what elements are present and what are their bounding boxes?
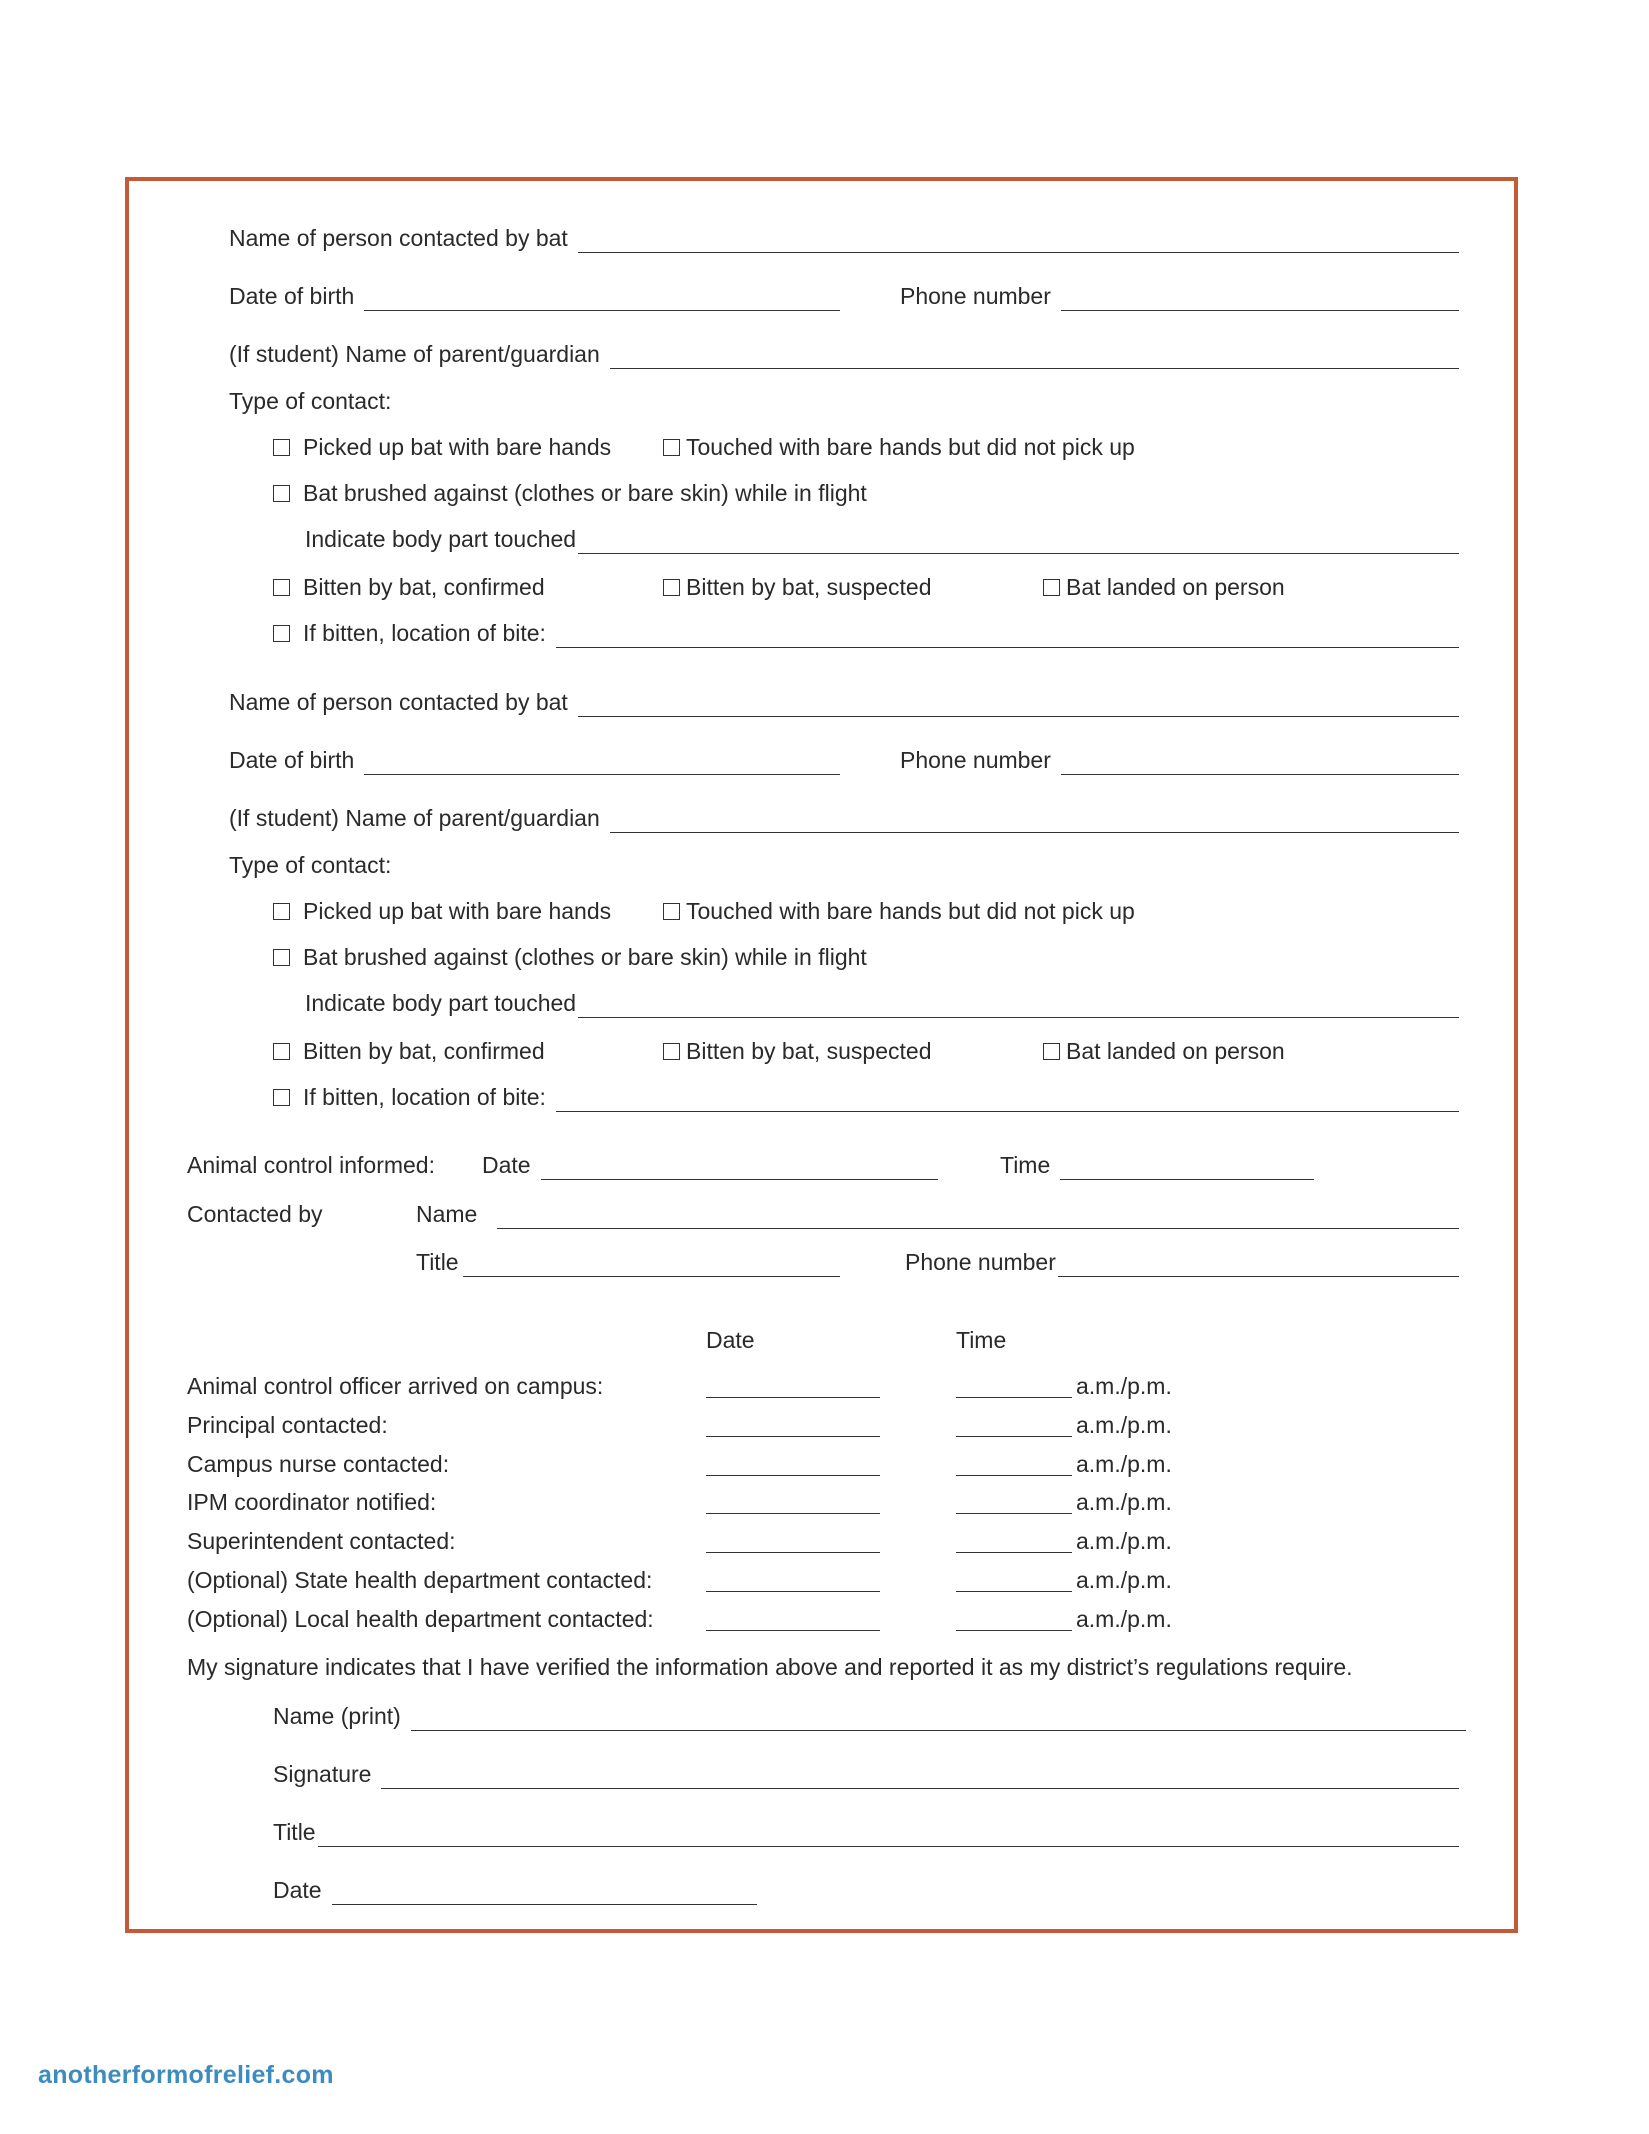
- notification-time-field[interactable]: [956, 1436, 1072, 1437]
- name-print-field[interactable]: [411, 1708, 1466, 1731]
- name-label: Name of person contacted by bat: [229, 225, 568, 251]
- bite-location-label: If bitten, location of bite:: [303, 620, 546, 646]
- bite-location-row: [273, 618, 1459, 648]
- notification-time-field[interactable]: [956, 1475, 1072, 1476]
- option-label: Bat landed on person: [1066, 574, 1285, 600]
- name-field[interactable]: [578, 230, 1459, 253]
- checkbox[interactable]: [273, 439, 290, 456]
- notification-label: Campus nurse contacted:: [187, 1451, 450, 1477]
- ac-name-label: Name: [416, 1201, 478, 1227]
- option-picked-up[interactable]: [273, 432, 611, 462]
- checkbox[interactable]: [663, 903, 680, 920]
- ac-phone-label: Phone number: [905, 1249, 1056, 1275]
- checkbox[interactable]: [663, 439, 680, 456]
- ac-name-field[interactable]: [497, 1206, 1459, 1229]
- parent-label: (If student) Name of parent/guardian: [229, 805, 600, 831]
- phone-row: [900, 281, 1459, 311]
- option-brushed[interactable]: [273, 478, 867, 508]
- option-label: Touched with bare hands but did not pick up: [686, 898, 1135, 924]
- checkbox[interactable]: [273, 1089, 290, 1106]
- name-row: [229, 687, 1459, 717]
- option-label: Picked up bat with bare hands: [303, 898, 612, 924]
- checkbox[interactable]: [273, 579, 290, 596]
- phone-row: [900, 745, 1459, 775]
- name-label: Name of person contacted by bat: [229, 689, 568, 715]
- checkbox[interactable]: [273, 485, 290, 502]
- name-print-label: Name (print): [273, 1703, 401, 1729]
- notification-time-field[interactable]: [956, 1397, 1072, 1398]
- ampm-label: a.m./p.m.: [1076, 1451, 1172, 1477]
- dob-field[interactable]: [364, 752, 840, 775]
- phone-field[interactable]: [1061, 288, 1459, 311]
- option-label: Bat brushed against (clothes or bare skin) while in flight: [303, 480, 867, 506]
- option-label: Touched with bare hands but did not pick up: [686, 434, 1135, 460]
- name-row: [229, 223, 1459, 253]
- ampm-label: a.m./p.m.: [1076, 1606, 1172, 1632]
- notification-label: (Optional) State health department contacted:: [187, 1567, 653, 1593]
- checkbox[interactable]: [273, 625, 290, 642]
- notification-time-field[interactable]: [956, 1630, 1072, 1631]
- ac-phone-field[interactable]: [1058, 1254, 1459, 1277]
- notification-label: Superintendent contacted:: [187, 1528, 456, 1554]
- option-label: Bat brushed against (clothes or bare skin) while in flight: [303, 944, 867, 970]
- notification-date-field[interactable]: [706, 1552, 880, 1553]
- dob-row: [229, 745, 840, 775]
- checkbox[interactable]: [1043, 579, 1060, 596]
- signature-field[interactable]: [381, 1766, 1459, 1789]
- body-part-label: Indicate body part touched: [305, 990, 577, 1016]
- notification-time-field[interactable]: [956, 1552, 1072, 1553]
- notification-date-field[interactable]: [706, 1513, 880, 1514]
- checkbox[interactable]: [663, 579, 680, 596]
- name-field[interactable]: [578, 694, 1459, 717]
- type-of-contact-label: Type of contact:: [229, 388, 392, 414]
- ampm-label: a.m./p.m.: [1076, 1373, 1172, 1399]
- contacted-by-label: Contacted by: [187, 1201, 323, 1227]
- ac-date-label: Date: [482, 1152, 531, 1178]
- sig-date-row: [273, 1875, 757, 1905]
- time-column-header: Time: [956, 1327, 1007, 1353]
- dob-label: Date of birth: [229, 283, 355, 309]
- phone-label: Phone number: [900, 283, 1051, 309]
- option-bitten-suspected[interactable]: [663, 572, 932, 602]
- ac-date-row: [482, 1150, 938, 1180]
- type-of-contact-label: Type of contact:: [229, 852, 392, 878]
- signature-row: [273, 1759, 1459, 1789]
- option-label: Bitten by bat, suspected: [686, 1038, 932, 1064]
- notification-label: Principal contacted:: [187, 1412, 388, 1438]
- ampm-label: a.m./p.m.: [1076, 1528, 1172, 1554]
- ac-phone-row: [905, 1247, 1459, 1277]
- option-label: Bitten by bat, confirmed: [303, 1038, 545, 1064]
- ampm-label: a.m./p.m.: [1076, 1412, 1172, 1438]
- sig-title-row: [273, 1817, 1459, 1847]
- bite-location-row: [273, 1082, 1459, 1112]
- option-brushed[interactable]: [273, 942, 867, 972]
- dob-row: [229, 281, 840, 311]
- ac-time-field[interactable]: [1060, 1157, 1314, 1180]
- notification-date-field[interactable]: [706, 1397, 880, 1398]
- ac-title-row: [416, 1247, 840, 1277]
- option-label: Bitten by bat, confirmed: [303, 574, 545, 600]
- sig-title-field[interactable]: [318, 1824, 1459, 1847]
- parent-row: [229, 803, 1459, 833]
- sig-date-label: Date: [273, 1877, 322, 1903]
- notification-date-field[interactable]: [706, 1475, 880, 1476]
- body-part-field[interactable]: [578, 531, 1459, 554]
- sig-title-label: Title: [273, 1819, 316, 1845]
- notification-date-field[interactable]: [706, 1591, 880, 1592]
- option-bitten-confirmed[interactable]: [273, 572, 545, 602]
- checkbox[interactable]: [663, 1043, 680, 1060]
- option-touched[interactable]: [663, 896, 1135, 926]
- phone-label: Phone number: [900, 747, 1051, 773]
- option-landed[interactable]: [1043, 1036, 1285, 1066]
- ac-name-row: [416, 1199, 1459, 1229]
- signature-statement: My signature indicates that I have verified the information above and reported it as my district’s regulations require.: [187, 1654, 1353, 1680]
- sig-date-field[interactable]: [332, 1882, 757, 1905]
- checkbox[interactable]: [273, 949, 290, 966]
- bite-location-field[interactable]: [556, 625, 1459, 648]
- watermark: anotherformofrelief.com: [38, 2061, 334, 2089]
- body-part-label: Indicate body part touched: [305, 526, 577, 552]
- option-label: Bitten by bat, suspected: [686, 574, 932, 600]
- notification-time-field[interactable]: [956, 1513, 1072, 1514]
- option-bitten-confirmed[interactable]: [273, 1036, 545, 1066]
- name-print-row: [273, 1701, 1466, 1731]
- option-touched[interactable]: [663, 432, 1135, 462]
- bite-location-label: If bitten, location of bite:: [303, 1084, 546, 1110]
- date-column-header: Date: [706, 1327, 755, 1353]
- dob-field[interactable]: [364, 288, 840, 311]
- notification-time-field[interactable]: [956, 1591, 1072, 1592]
- option-picked-up[interactable]: [273, 896, 611, 926]
- notification-label: IPM coordinator notified:: [187, 1489, 437, 1515]
- ampm-label: a.m./p.m.: [1076, 1489, 1172, 1515]
- parent-field[interactable]: [610, 346, 1459, 369]
- body-part-field[interactable]: [578, 995, 1459, 1018]
- notification-label: (Optional) Local health department contacted:: [187, 1606, 654, 1632]
- checkbox[interactable]: [273, 1043, 290, 1060]
- option-landed[interactable]: [1043, 572, 1285, 602]
- parent-label: (If student) Name of parent/guardian: [229, 341, 600, 367]
- ampm-label: a.m./p.m.: [1076, 1567, 1172, 1593]
- notification-date-field[interactable]: [706, 1436, 880, 1437]
- option-label: Bat landed on person: [1066, 1038, 1285, 1064]
- signature-label: Signature: [273, 1761, 372, 1787]
- notification-date-field[interactable]: [706, 1630, 880, 1631]
- ac-title-field[interactable]: [463, 1254, 840, 1277]
- ac-time-row: [1000, 1150, 1314, 1180]
- option-bitten-suspected[interactable]: [663, 1036, 932, 1066]
- body-part-row: [305, 524, 1459, 554]
- dob-label: Date of birth: [229, 747, 355, 773]
- animal-control-informed-label: Animal control informed:: [187, 1152, 435, 1178]
- checkbox[interactable]: [1043, 1043, 1060, 1060]
- parent-row: [229, 339, 1459, 369]
- ac-time-label: Time: [1000, 1152, 1051, 1178]
- ac-date-field[interactable]: [541, 1157, 938, 1180]
- checkbox[interactable]: [273, 903, 290, 920]
- parent-field[interactable]: [610, 810, 1459, 833]
- option-label: Picked up bat with bare hands: [303, 434, 612, 460]
- bite-location-field[interactable]: [556, 1089, 1459, 1112]
- phone-field[interactable]: [1061, 752, 1459, 775]
- body-part-row: [305, 988, 1459, 1018]
- notification-label: Animal control officer arrived on campus:: [187, 1373, 604, 1399]
- ac-title-label: Title: [416, 1249, 459, 1275]
